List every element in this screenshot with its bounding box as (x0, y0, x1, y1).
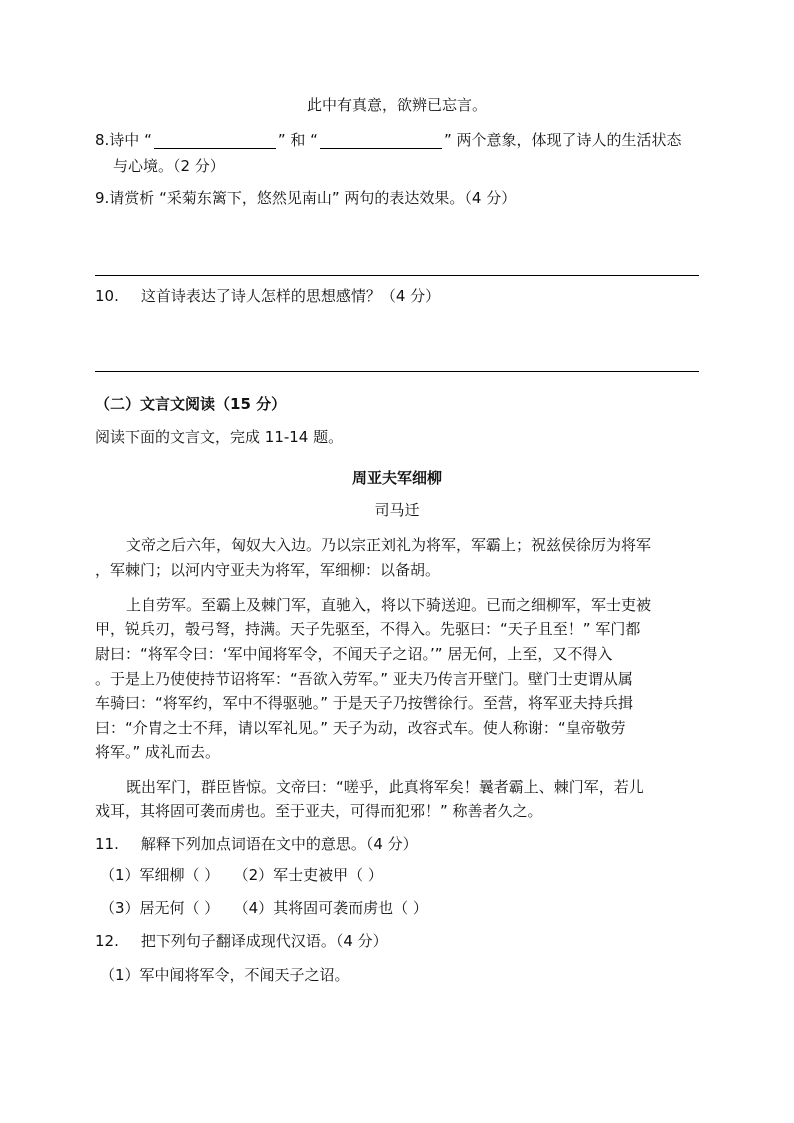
question-10-number: 10. (95, 287, 119, 305)
question-10 (95, 287, 440, 305)
q8-part-c: ” 两个意象，体现了诗人的生活状态 (443, 131, 682, 149)
passage-line: 既出军门，群臣皆惊。文帝曰：“嗟乎，此真将军矣！曩者霸上、棘门军，若儿 (126, 778, 644, 796)
question-12 (95, 932, 388, 950)
question-12-number: 12. (95, 932, 119, 950)
passage-line: 曰：“介胄之士不拜，请以军礼见。” 天子为动，改容式车。使人称谢：“皇帝敬劳 (95, 719, 626, 737)
poem-last-line: 此中有真意，欲辨已忘言。 (306, 96, 487, 114)
question-11-items-1: （1）军细柳（ ） （2）军士吏被甲（ ） (100, 866, 383, 884)
question-11-number: 11. (95, 835, 119, 853)
answer-blank-2[interactable] (320, 134, 442, 149)
passage-line: 上自劳军。至霸上及棘门军，直驰入，将以下骑送迎。已而之细柳军，军士吏被 (126, 596, 652, 614)
passage-line: ，军棘门；以河内守亚夫为将军，军细柳：以备胡。 (95, 561, 441, 579)
answer-line-10[interactable] (95, 371, 699, 372)
answer-line-9[interactable] (95, 275, 699, 276)
passage-line: 戏耳，其将固可袭而虏也。至于亚夫，可得而犯邪！” 称善者久之。 (95, 802, 543, 820)
question-11-text: 解释下列加点词语在文中的意思。（4 分） (140, 835, 418, 853)
passage-line: 尉曰：“将军令曰：‘军中闻将军令，不闻天子之诏。’” 居无何，上至，又不得入 (95, 645, 613, 663)
passage-line: 车骑曰：“将军约，军中不得驱驰。” 于是天子乃按辔徐行。至营，将军亚夫持兵揖 (95, 694, 633, 712)
q8-part-a: 8.诗中 “ (95, 131, 152, 149)
question-9: 9.请赏析 “采菊东篱下，悠然见南山” 两句的表达效果。（4 分） (95, 189, 517, 207)
passage-line: 。于是上乃使使持节诏将军：“吾欲入劳军。” 亚夫乃传言开壁门。壁门士吏谓从属 (95, 670, 633, 688)
question-8-continued: 与心境。（2 分） (113, 157, 225, 175)
question-12-text: 把下列句子翻译成现代汉语。（4 分） (140, 932, 388, 950)
section-heading: （二）文言文阅读（15 分） (95, 395, 287, 413)
question-10-text: 这首诗表达了诗人怎样的思想感情？（4 分） (140, 287, 441, 305)
question-11 (95, 835, 418, 853)
question-12-item-1: （1）军中闻将军令，不闻天子之诏。 (100, 966, 350, 984)
question-8 (95, 131, 682, 149)
q8-part-b: ” 和 “ (277, 131, 318, 149)
question-11-items-2: （3）居无何（ ） （4）其将固可袭而虏也（ ） (100, 899, 428, 917)
passage-line: 将军。” 成礼而去。 (95, 743, 221, 761)
answer-blank-1[interactable] (154, 134, 276, 149)
passage-line: 甲，锐兵刃，彀弓弩，持满。天子先驱至，不得入。先驱曰：“天子且至！” 军门都 (95, 620, 641, 638)
section-intro: 阅读下面的文言文，完成 11-14 题。 (95, 428, 344, 446)
passage-author: 司马迁 (374, 501, 420, 519)
passage-title: 周亚夫军细柳 (351, 469, 442, 487)
passage-line: 文帝之后六年，匈奴大入边。乃以宗正刘礼为将军，军霸上；祝兹侯徐厉为将军 (126, 536, 652, 554)
